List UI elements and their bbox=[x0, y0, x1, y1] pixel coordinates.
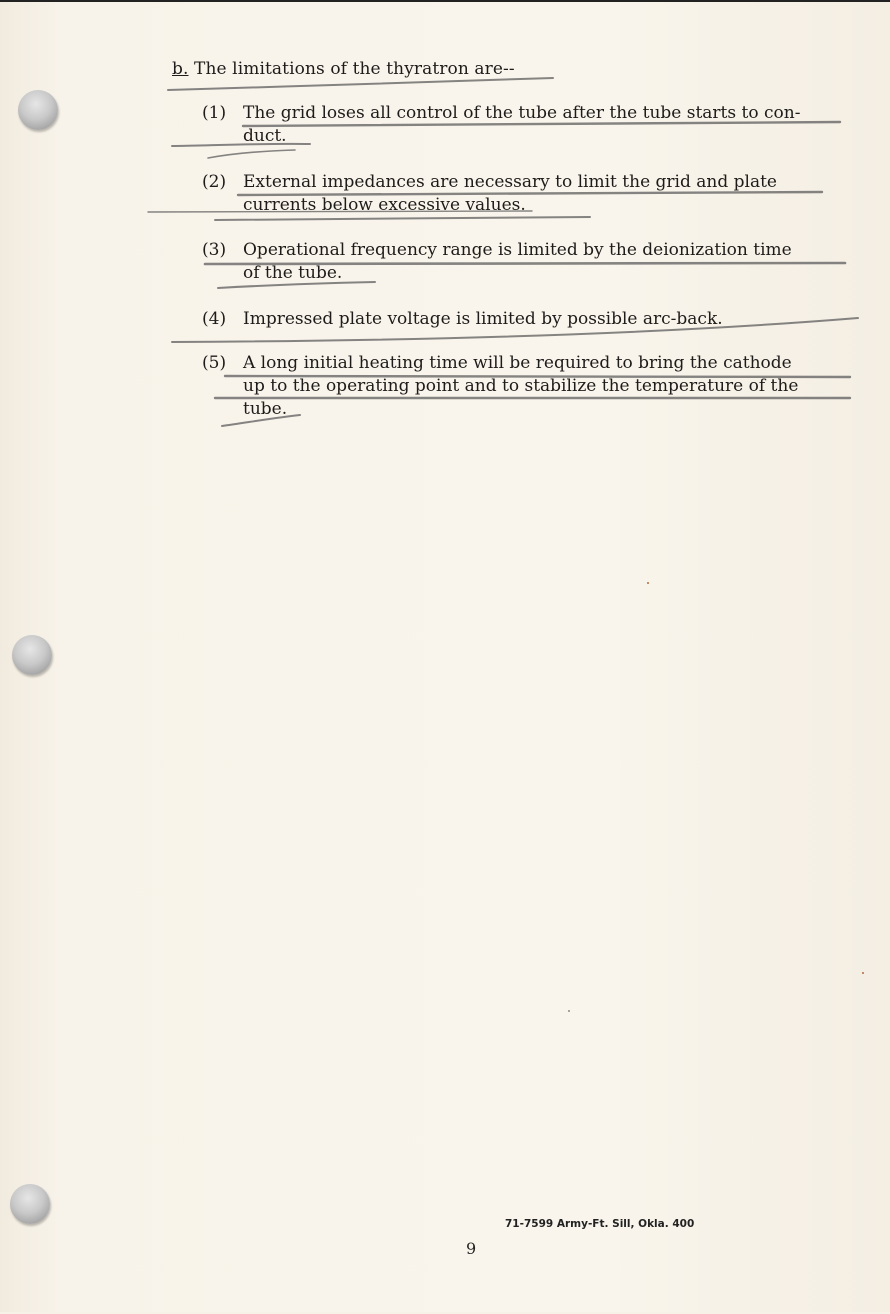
page-number: 9 bbox=[466, 1239, 477, 1258]
section-letter: b. bbox=[172, 59, 189, 79]
pencil-mark bbox=[208, 150, 295, 158]
binder-hole bbox=[18, 90, 58, 130]
list-item-text: External impedances are necessary to limit the grid and plate currents below excessive values. bbox=[243, 172, 777, 215]
list-item-number: (1) bbox=[202, 103, 227, 123]
pencil-mark bbox=[168, 78, 553, 90]
list-item-text: Operational frequency range is limited by the deionization time of the tube. bbox=[243, 240, 792, 283]
list-item-text: Impressed plate voltage is limited by possible arc-back. bbox=[243, 309, 723, 329]
list-item-text: The grid loses all control of the tube after the tube starts to con- duct. bbox=[243, 103, 801, 146]
pencil-mark bbox=[215, 217, 590, 220]
binder-hole bbox=[10, 1184, 50, 1224]
paper-speck bbox=[568, 1010, 570, 1012]
binder-hole bbox=[12, 635, 52, 675]
print-code: 71-7599 Army-Ft. Sill, Okla. 400 bbox=[505, 1218, 695, 1230]
list-item-number: (4) bbox=[202, 309, 227, 329]
list-item-text: A long initial heating time will be required to bring the cathode up to the operating point and to stabilize the temperature of the tube. bbox=[243, 353, 799, 419]
list-item-number: (3) bbox=[202, 240, 227, 260]
paper-speck bbox=[862, 972, 864, 974]
list-item-number: (5) bbox=[202, 353, 227, 373]
section-heading bbox=[172, 59, 515, 79]
list-item-number: (2) bbox=[202, 172, 227, 192]
section-heading-text: The limitations of the thyratron are-- bbox=[194, 59, 515, 79]
paper-speck bbox=[647, 582, 649, 584]
